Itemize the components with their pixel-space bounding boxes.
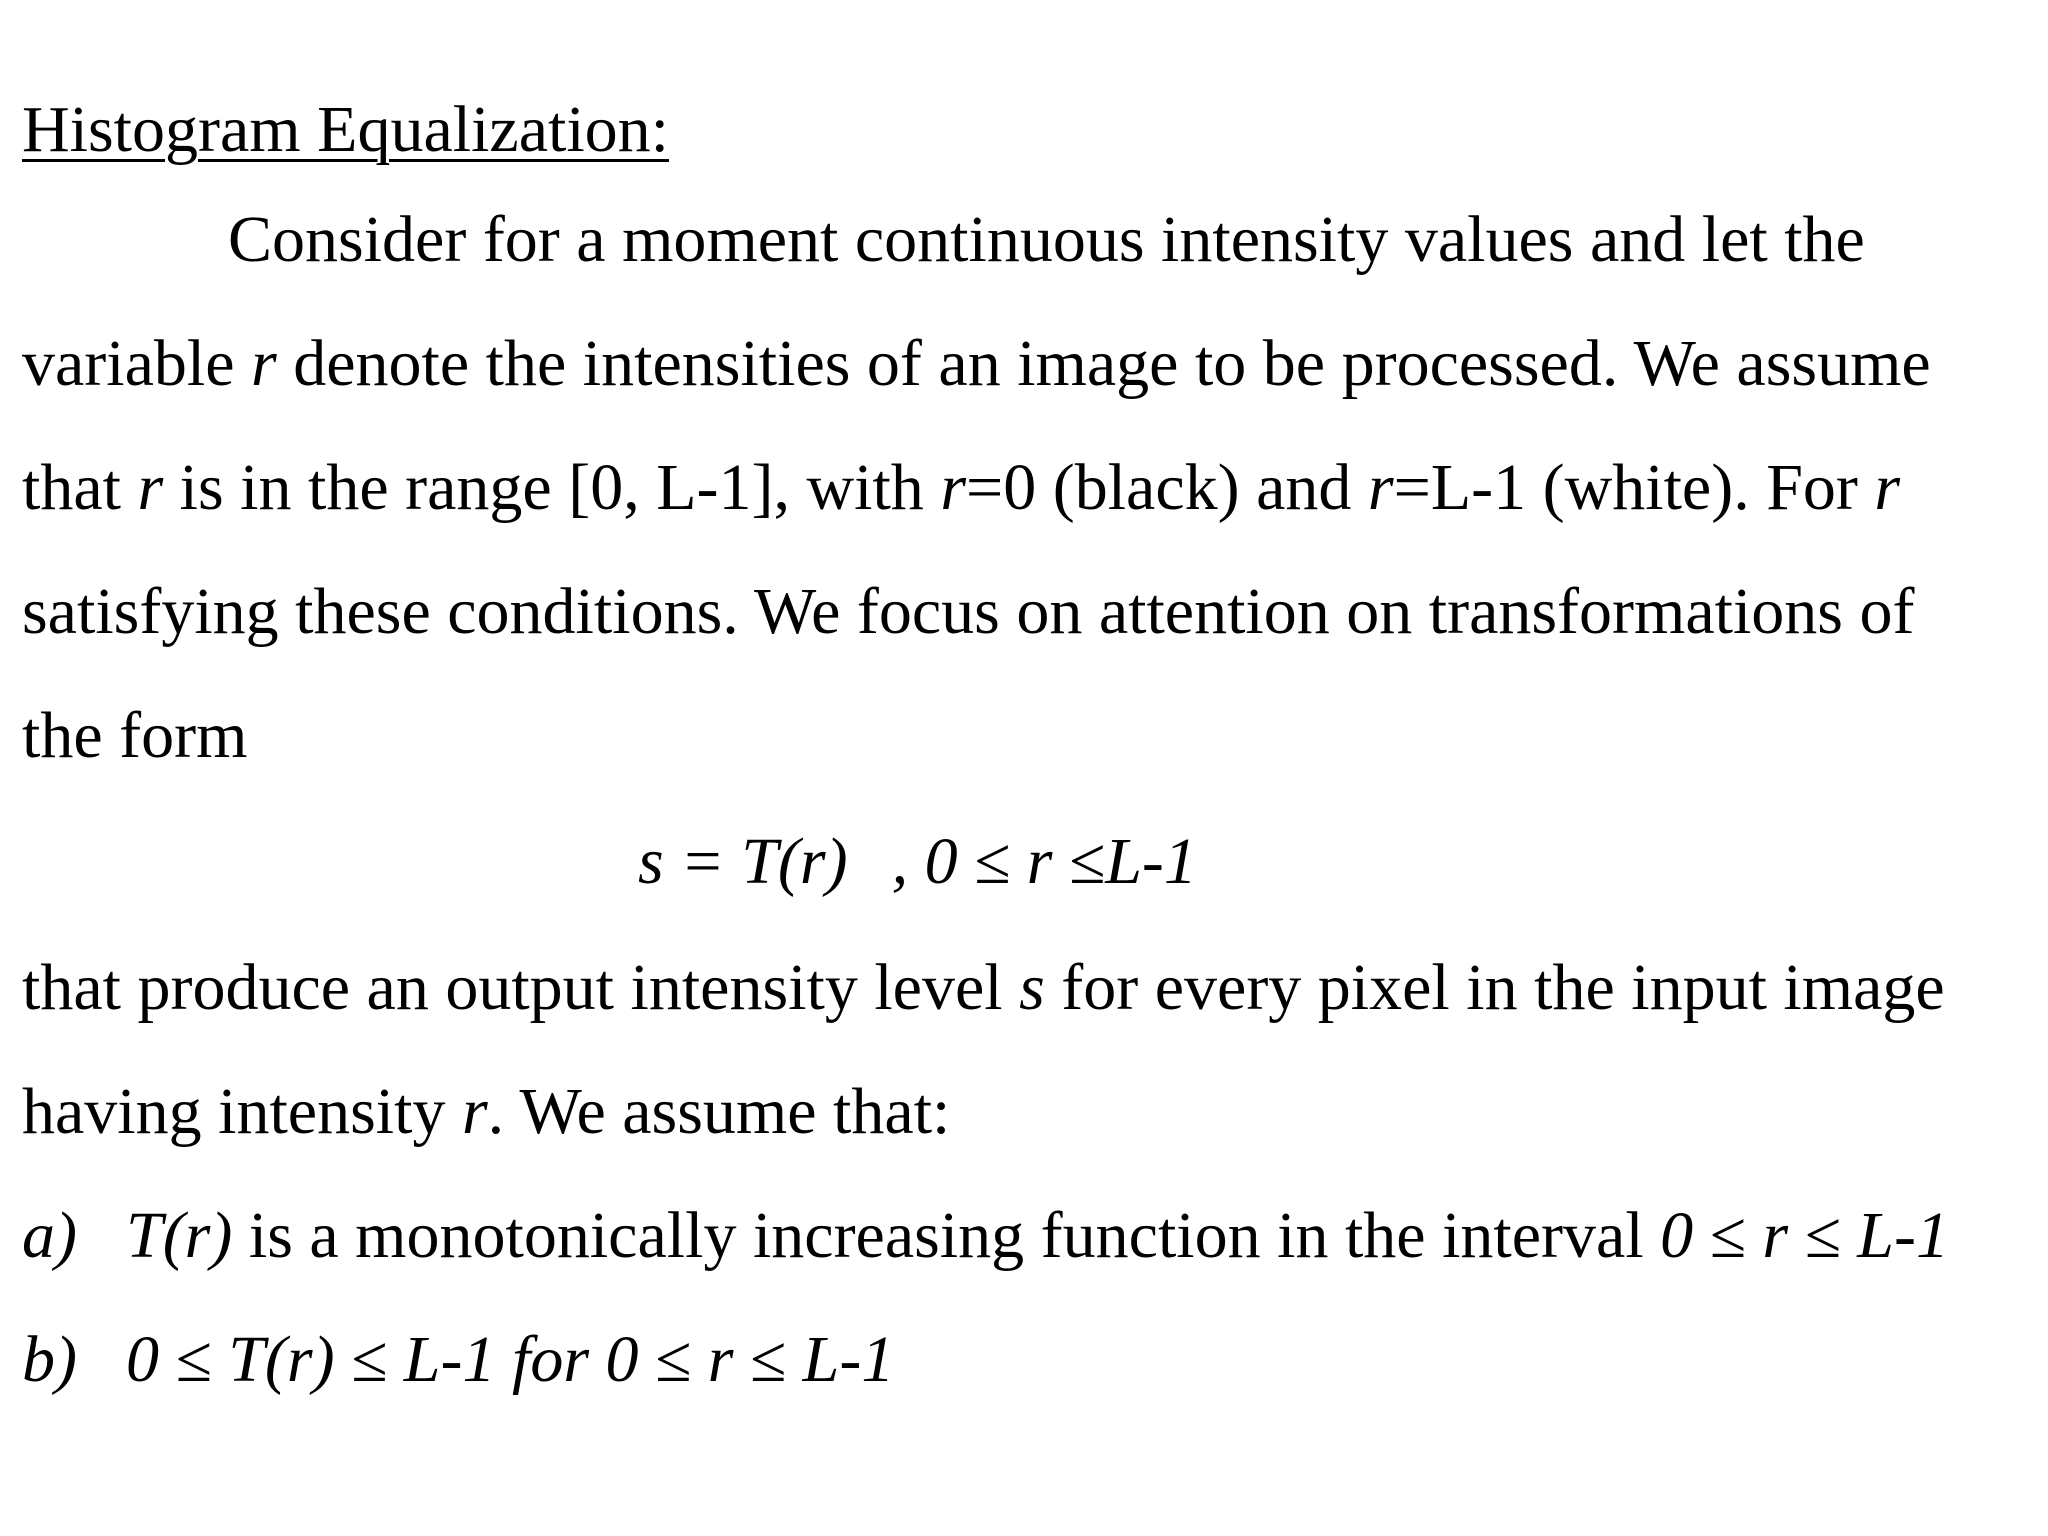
paragraph-line-3 — [22, 448, 1900, 528]
equation-lhs: s = T(r) — [638, 825, 848, 898]
variable-r: r — [461, 1075, 488, 1148]
text-segment: is in the range [0, L-1], with — [163, 451, 941, 524]
paragraph-line-4: satisfying these conditions. We focus on attention on transformations of — [22, 575, 1915, 648]
text-segment: that produce an output intensity level — [22, 951, 1020, 1024]
variable-r: r — [1367, 451, 1394, 524]
text-segment: =L-1 (white). For — [1393, 451, 1875, 524]
text-segment: . We assume that: — [487, 1075, 951, 1148]
section-heading: Histogram Equalization: — [22, 93, 670, 166]
condition-a — [22, 1196, 1949, 1276]
text-segment: denote the intensities of an image to be processed. We assume — [276, 327, 1931, 400]
variable-r: r — [940, 451, 966, 524]
text-segment: variable — [22, 327, 252, 400]
transformation-equation — [638, 822, 1197, 902]
paragraph-line-5: the form — [22, 699, 248, 772]
paragraph-line-6 — [22, 948, 1945, 1028]
paragraph-line-1: Consider for a moment continuous intensity values and let the — [228, 203, 1865, 276]
text-segment: for every pixel in the input image — [1044, 951, 1945, 1024]
condition-text: is a monotonically increasing function in the interval — [232, 1199, 1661, 1272]
condition-expression: T(r) — [126, 1199, 233, 1272]
condition-expression: 0 ≤ T(r) ≤ L-1 for 0 ≤ r ≤ L-1 — [126, 1323, 895, 1396]
text-segment: that — [22, 451, 138, 524]
variable-s: s — [1019, 951, 1045, 1024]
variable-r: r — [137, 451, 164, 524]
text-segment: =0 (black) and — [966, 451, 1368, 524]
paragraph-line-2 — [22, 324, 1931, 404]
condition-b — [22, 1320, 894, 1400]
equation-rhs: , 0 ≤ r ≤L-1 — [891, 825, 1197, 898]
list-marker: a) — [22, 1199, 77, 1272]
variable-r: r — [251, 327, 277, 400]
paragraph-line-7 — [22, 1072, 950, 1152]
text-segment: having intensity — [22, 1075, 462, 1148]
list-marker: b) — [22, 1323, 77, 1396]
variable-r: r — [1874, 451, 1901, 524]
condition-range: 0 ≤ r ≤ L-1 — [1660, 1199, 1949, 1272]
